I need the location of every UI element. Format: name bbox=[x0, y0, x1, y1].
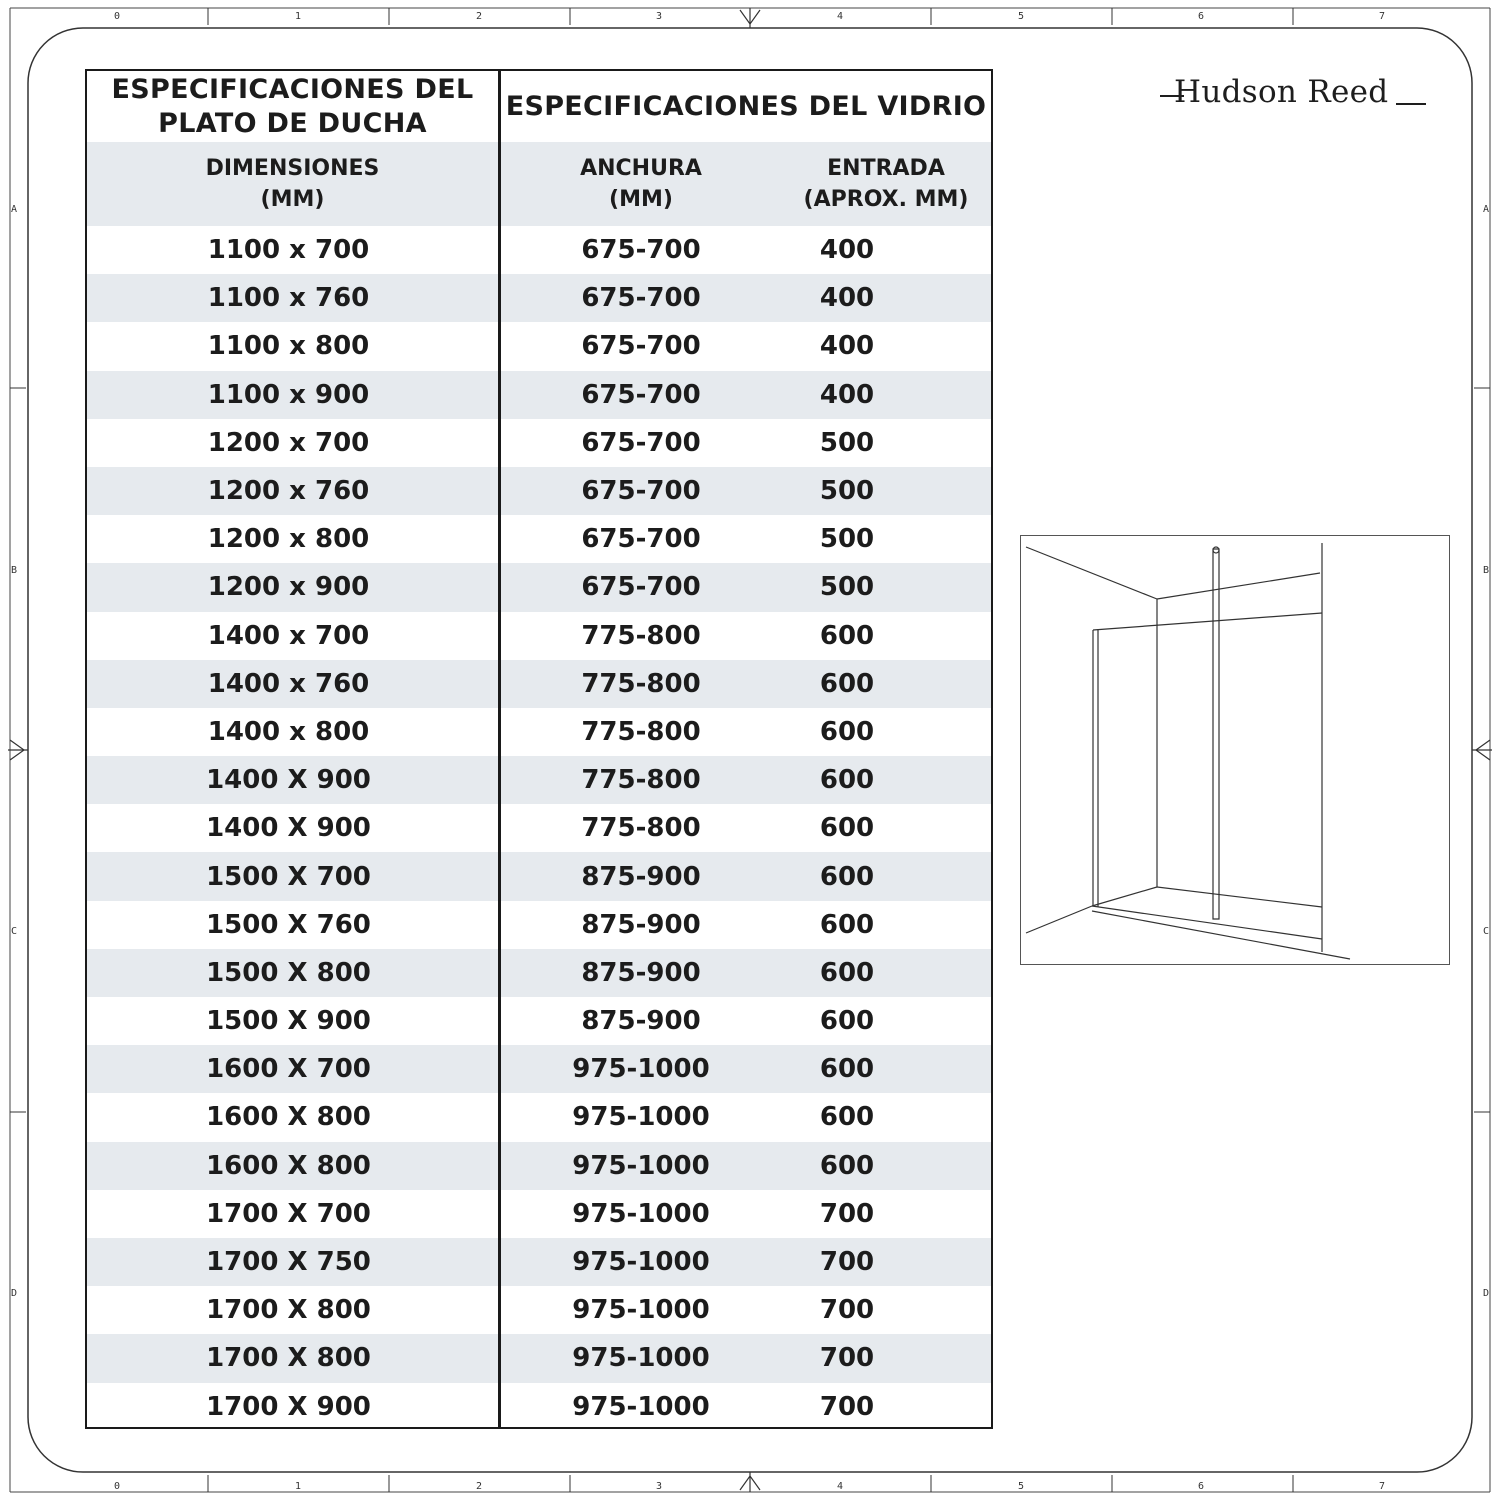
cell-glass-width: 975-1000 bbox=[572, 1102, 710, 1133]
cell-glass-width: 675-700 bbox=[581, 476, 701, 507]
table-row bbox=[87, 563, 991, 611]
cell-glass-width: 975-1000 bbox=[572, 1054, 710, 1085]
spec-rows bbox=[87, 226, 991, 1431]
ruler-col-top: 5 bbox=[1018, 11, 1025, 22]
table-row bbox=[87, 901, 991, 949]
column-header-width: ANCHURA (MM) bbox=[501, 142, 781, 226]
cell-entry: 400 bbox=[819, 379, 875, 410]
cell-dimensions: 1400 X 900 bbox=[206, 813, 371, 844]
cell-entry: 600 bbox=[819, 861, 875, 892]
ruler-col-bottom: 6 bbox=[1198, 1481, 1205, 1492]
cell-dimensions: 1500 X 700 bbox=[206, 861, 371, 892]
cell-entry: 600 bbox=[819, 668, 875, 699]
cell-glass-width: 775-800 bbox=[581, 716, 701, 747]
table-row bbox=[87, 1334, 991, 1382]
cell-dimensions: 1100 x 900 bbox=[207, 379, 370, 410]
ruler-col-bottom: 2 bbox=[476, 1481, 483, 1492]
table-row bbox=[87, 949, 991, 997]
ruler-col-bottom: 7 bbox=[1379, 1481, 1386, 1492]
cell-glass-width: 875-900 bbox=[581, 1006, 701, 1037]
cell-dimensions: 1100 x 800 bbox=[207, 331, 370, 362]
table-row bbox=[87, 612, 991, 660]
table-row bbox=[87, 226, 991, 274]
cell-entry: 700 bbox=[819, 1295, 875, 1326]
table-row bbox=[87, 1238, 991, 1286]
ruler-col-top: 7 bbox=[1379, 11, 1386, 22]
cell-glass-width: 675-700 bbox=[581, 379, 701, 410]
ruler-row-left: A bbox=[11, 204, 18, 215]
table-row bbox=[87, 660, 991, 708]
cell-dimensions: 1200 x 700 bbox=[207, 427, 370, 458]
cell-glass-width: 675-700 bbox=[581, 524, 701, 555]
cell-entry: 600 bbox=[819, 716, 875, 747]
cell-glass-width: 975-1000 bbox=[572, 1295, 710, 1326]
column-header-dimensions: DIMENSIONES (MM) bbox=[87, 142, 498, 226]
column-header-entry: ENTRADA (APROX. MM) bbox=[781, 142, 991, 226]
brand-name: Hudson Reed bbox=[1174, 74, 1389, 110]
tray-spec-header: ESPECIFICACIONES DEL PLATO DE DUCHA bbox=[111, 73, 474, 139]
cell-glass-width: 975-1000 bbox=[572, 1247, 710, 1278]
table-row bbox=[87, 1190, 991, 1238]
cell-entry: 500 bbox=[819, 524, 875, 555]
ruler-row-right: B bbox=[1483, 565, 1490, 576]
cell-dimensions: 1400 x 700 bbox=[207, 620, 370, 651]
cell-glass-width: 675-700 bbox=[581, 235, 701, 266]
cell-entry: 700 bbox=[819, 1247, 875, 1278]
cell-glass-width: 975-1000 bbox=[572, 1150, 710, 1181]
logo-rule-right bbox=[1396, 103, 1426, 105]
table-row bbox=[87, 708, 991, 756]
ruler-col-bottom: 0 bbox=[114, 1481, 121, 1492]
cell-entry: 600 bbox=[819, 620, 875, 651]
cell-entry: 600 bbox=[819, 1006, 875, 1037]
table-row bbox=[87, 467, 991, 515]
cell-entry: 600 bbox=[819, 909, 875, 940]
table-row bbox=[87, 1383, 991, 1431]
ruler-row-right: A bbox=[1483, 204, 1490, 215]
cell-glass-width: 675-700 bbox=[581, 427, 701, 458]
brand-logo bbox=[1160, 72, 1430, 112]
cell-dimensions: 1600 X 800 bbox=[206, 1150, 371, 1181]
cell-dimensions: 1200 x 900 bbox=[207, 572, 370, 603]
cell-dimensions: 1700 X 800 bbox=[206, 1343, 371, 1374]
ruler-col-top: 1 bbox=[295, 11, 302, 22]
cell-glass-width: 775-800 bbox=[581, 620, 701, 651]
table-row bbox=[87, 274, 991, 322]
cell-dimensions: 1700 X 700 bbox=[206, 1198, 371, 1229]
cell-glass-width: 675-700 bbox=[581, 572, 701, 603]
cell-dimensions: 1400 X 900 bbox=[206, 765, 371, 796]
table-row bbox=[87, 997, 991, 1045]
cell-dimensions: 1400 x 760 bbox=[207, 668, 370, 699]
cell-glass-width: 675-700 bbox=[581, 331, 701, 362]
cell-dimensions: 1600 X 700 bbox=[206, 1054, 371, 1085]
cell-glass-width: 675-700 bbox=[581, 283, 701, 314]
cell-glass-width: 875-900 bbox=[581, 909, 701, 940]
table-row bbox=[87, 1045, 991, 1093]
table-row bbox=[87, 1286, 991, 1334]
cell-dimensions: 1600 X 800 bbox=[206, 1102, 371, 1133]
table-row bbox=[87, 1142, 991, 1190]
ruler-col-bottom: 1 bbox=[295, 1481, 302, 1492]
cell-dimensions: 1400 x 800 bbox=[207, 716, 370, 747]
table-row bbox=[87, 322, 991, 370]
cell-glass-width: 875-900 bbox=[581, 861, 701, 892]
cell-glass-width: 875-900 bbox=[581, 957, 701, 988]
cell-dimensions: 1500 X 800 bbox=[206, 957, 371, 988]
table-row bbox=[87, 515, 991, 563]
cell-entry: 500 bbox=[819, 427, 875, 458]
ruler-col-top: 2 bbox=[476, 11, 483, 22]
cell-entry: 600 bbox=[819, 1150, 875, 1181]
cell-entry: 600 bbox=[819, 1054, 875, 1085]
spec-table bbox=[85, 69, 993, 1429]
ruler-row-right: D bbox=[1483, 1288, 1490, 1299]
cell-glass-width: 775-800 bbox=[581, 765, 701, 796]
ruler-col-bottom: 3 bbox=[656, 1481, 663, 1492]
cell-entry: 400 bbox=[819, 331, 875, 362]
table-row bbox=[87, 1093, 991, 1141]
ruler-col-top: 4 bbox=[837, 11, 844, 22]
cell-glass-width: 775-800 bbox=[581, 668, 701, 699]
cell-glass-width: 975-1000 bbox=[572, 1198, 710, 1229]
cell-glass-width: 775-800 bbox=[581, 813, 701, 844]
cell-glass-width: 975-1000 bbox=[572, 1391, 710, 1422]
ruler-col-top: 6 bbox=[1198, 11, 1205, 22]
cell-entry: 500 bbox=[819, 572, 875, 603]
table-row bbox=[87, 804, 991, 852]
table-row bbox=[87, 852, 991, 900]
cell-dimensions: 1500 X 760 bbox=[206, 909, 371, 940]
ruler-row-left: D bbox=[11, 1288, 18, 1299]
cell-entry: 400 bbox=[819, 283, 875, 314]
cell-dimensions: 1200 x 760 bbox=[207, 476, 370, 507]
table-row bbox=[87, 419, 991, 467]
ruler-col-bottom: 4 bbox=[837, 1481, 844, 1492]
cell-dimensions: 1500 X 900 bbox=[206, 1006, 371, 1037]
glass-spec-header: ESPECIFICACIONES DEL VIDRIO bbox=[505, 90, 987, 122]
cell-entry: 600 bbox=[819, 813, 875, 844]
cell-dimensions: 1100 x 700 bbox=[207, 235, 370, 266]
cell-entry: 400 bbox=[819, 235, 875, 266]
cell-glass-width: 975-1000 bbox=[572, 1343, 710, 1374]
ruler-row-left: B bbox=[11, 565, 18, 576]
cell-entry: 500 bbox=[819, 476, 875, 507]
cell-entry: 700 bbox=[819, 1198, 875, 1229]
cell-dimensions: 1700 X 750 bbox=[206, 1247, 371, 1278]
ruler-row-right: C bbox=[1483, 926, 1490, 937]
ruler-row-left: C bbox=[11, 926, 18, 937]
ruler-col-top: 3 bbox=[656, 11, 663, 22]
walk-in-shower-illustration bbox=[1020, 535, 1450, 965]
cell-entry: 600 bbox=[819, 765, 875, 796]
cell-entry: 600 bbox=[819, 957, 875, 988]
ruler-col-bottom: 5 bbox=[1018, 1481, 1025, 1492]
cell-dimensions: 1700 X 900 bbox=[206, 1391, 371, 1422]
cell-entry: 600 bbox=[819, 1102, 875, 1133]
table-row bbox=[87, 371, 991, 419]
column-divider bbox=[498, 71, 501, 1427]
ruler-col-top: 0 bbox=[114, 11, 121, 22]
cell-entry: 700 bbox=[819, 1343, 875, 1374]
cell-dimensions: 1100 x 760 bbox=[207, 283, 370, 314]
cell-dimensions: 1700 X 800 bbox=[206, 1295, 371, 1326]
cell-entry: 700 bbox=[819, 1391, 875, 1422]
cell-dimensions: 1200 x 800 bbox=[207, 524, 370, 555]
table-row bbox=[87, 756, 991, 804]
